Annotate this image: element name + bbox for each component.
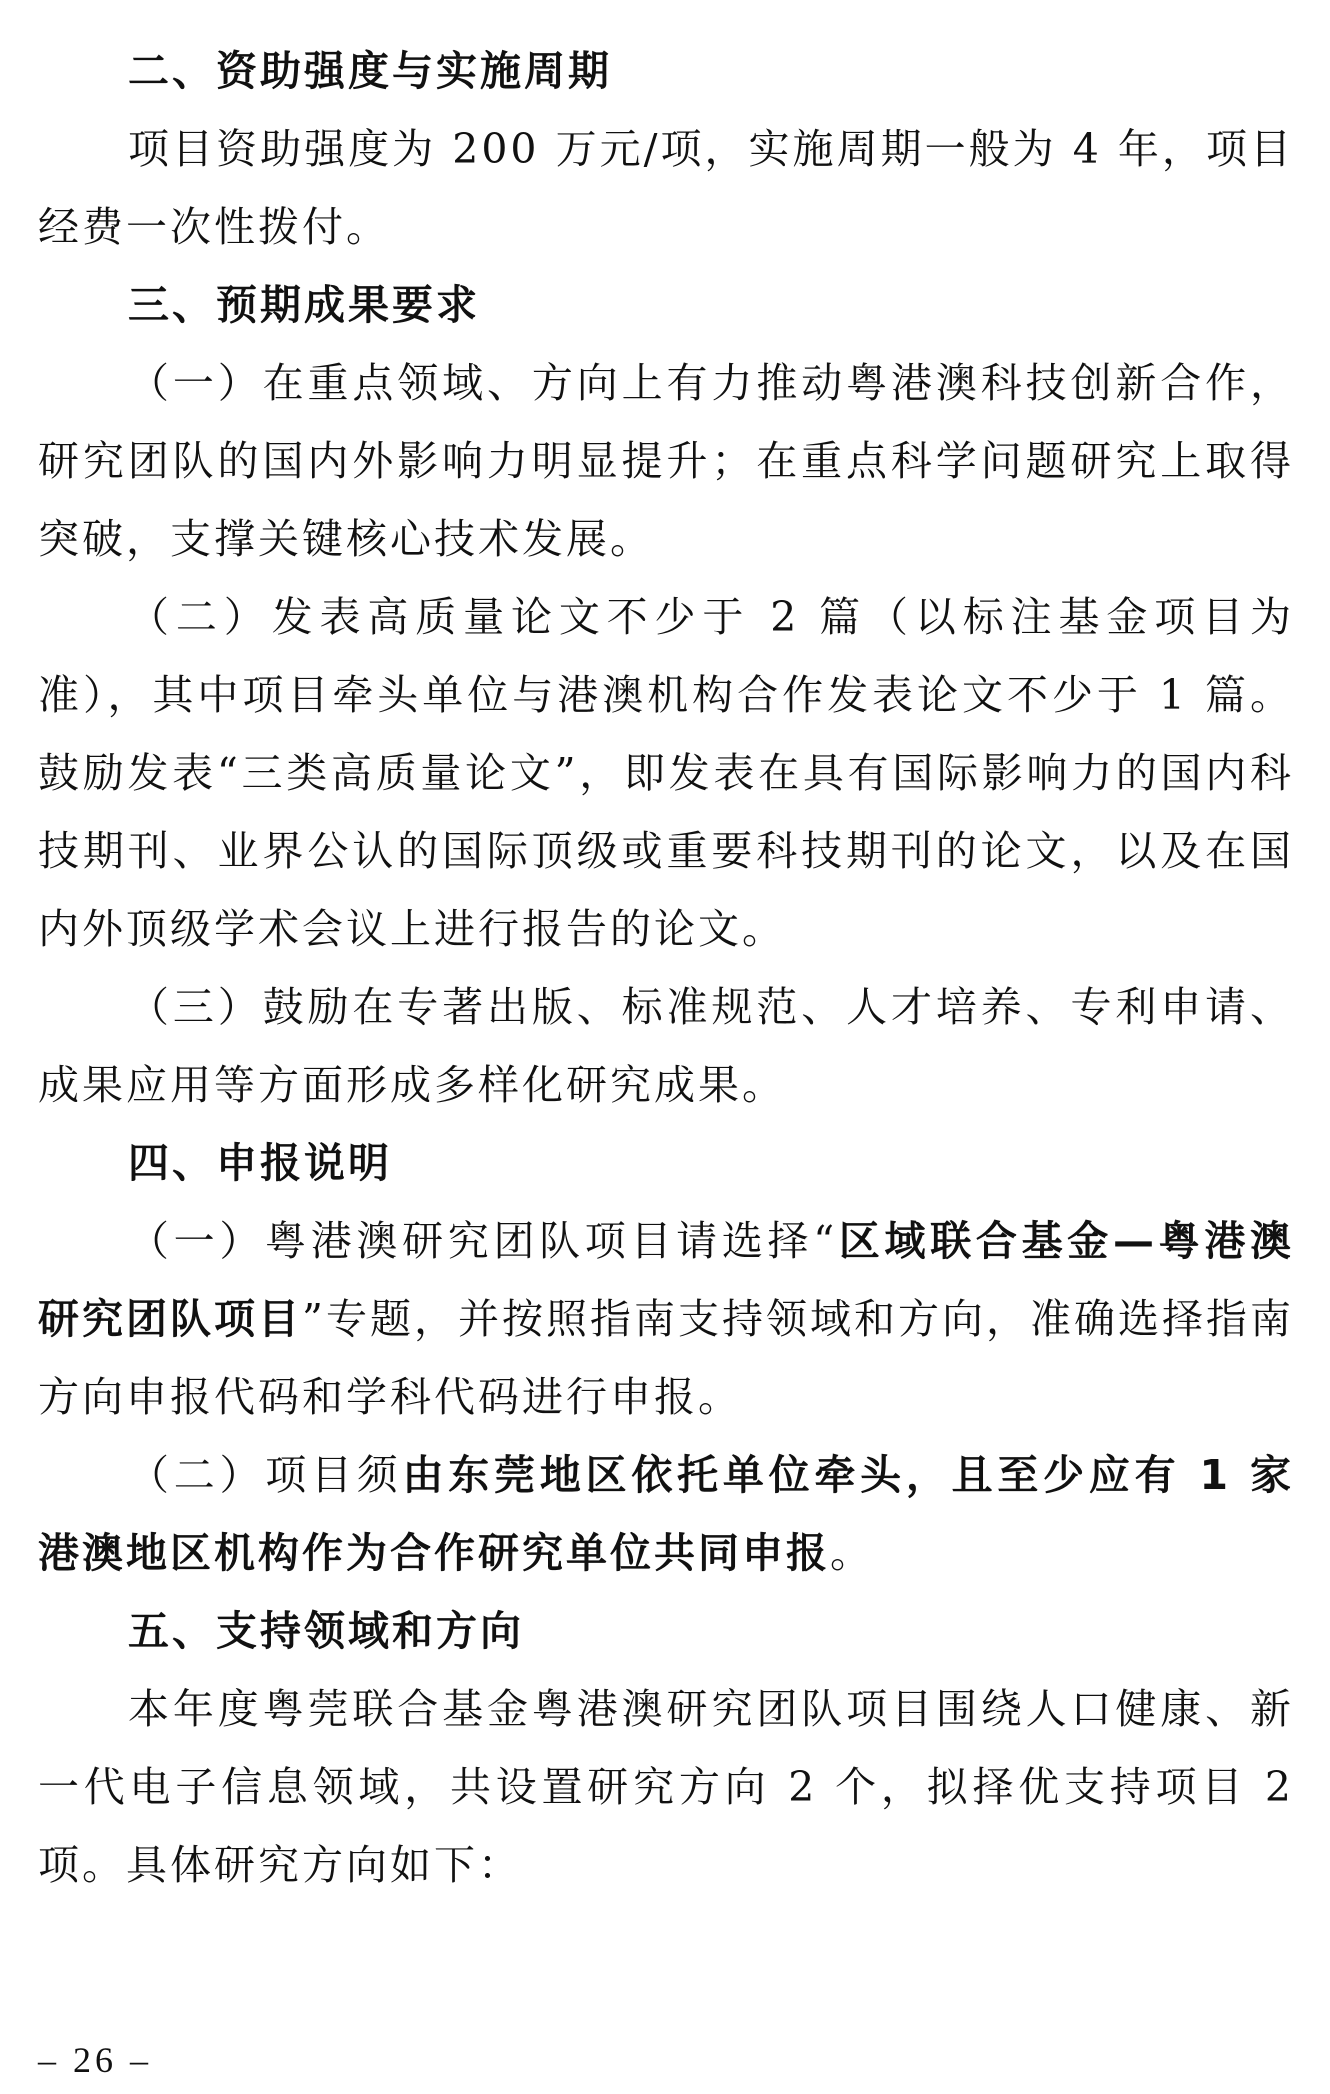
paragraph-application-1 [38,1202,1294,1436]
application-2-suffix: 。 [830,1529,874,1577]
paragraph-result-3: （三）鼓励在专著出版、标准规范、人才培养、专利申请、成果应用等方面形成多样化研究成果。 [38,983,1294,1109]
paragraph-support-areas: 本年度粤莞联合基金粤港澳研究团队项目围绕人口健康、新一代电子信息领域，共设置研究方向 2 个，拟择优支持项目 2 项。具体研究方向如下： [38,1685,1294,1889]
page-number: – 26 – [38,2040,152,2080]
section-heading-expected-results: 三、预期成果要求 [128,281,480,329]
application-1-suffix: ”专题，并按照指南支持领域和方向，准确选择指南方向申报代码和学科代码进行申报。 [38,1295,1294,1421]
section-heading-application-notes: 四、申报说明 [128,1139,392,1187]
application-2-prefix: （二）项目须 [128,1451,403,1499]
application-1-bold-topic: 区域联合基金—粤港澳研究团队项目 [38,1217,1294,1343]
document-body [38,32,1294,1904]
application-2-bold-requirement: 由东莞地区依托单位牵头，且至少应有 1 家港澳地区机构作为合作研究单位共同申报 [38,1451,1295,1577]
application-1-prefix: （一）粤港澳研究团队项目请选择“ [128,1217,838,1265]
paragraph-funding: 项目资助强度为 200 万元/项，实施周期一般为 4 年，项目经费一次性拨付。 [38,125,1294,251]
paragraph-application-2 [38,1436,1294,1592]
section-heading-support-areas: 五、支持领域和方向 [128,1607,524,1655]
paragraph-result-1: （一）在重点领域、方向上有力推动粤港澳科技创新合作，研究团队的国内外影响力明显提升；在重点科学问题研究上取得突破，支撑关键核心技术发展。 [38,359,1294,563]
section-heading-funding: 二、资助强度与实施周期 [128,47,612,95]
paragraph-result-2: （二）发表高质量论文不少于 2 篇（以标注基金项目为准），其中项目牵头单位与港澳机构合作发表论文不少于 1 篇。鼓励发表“三类高质量论文”，即发表在具有国际影响力的国内科技期刊、业界公认的国际顶级或重要科技期刊的论文，以及在国内外顶级学术会议上进行报告的论文。 [38,593,1294,953]
